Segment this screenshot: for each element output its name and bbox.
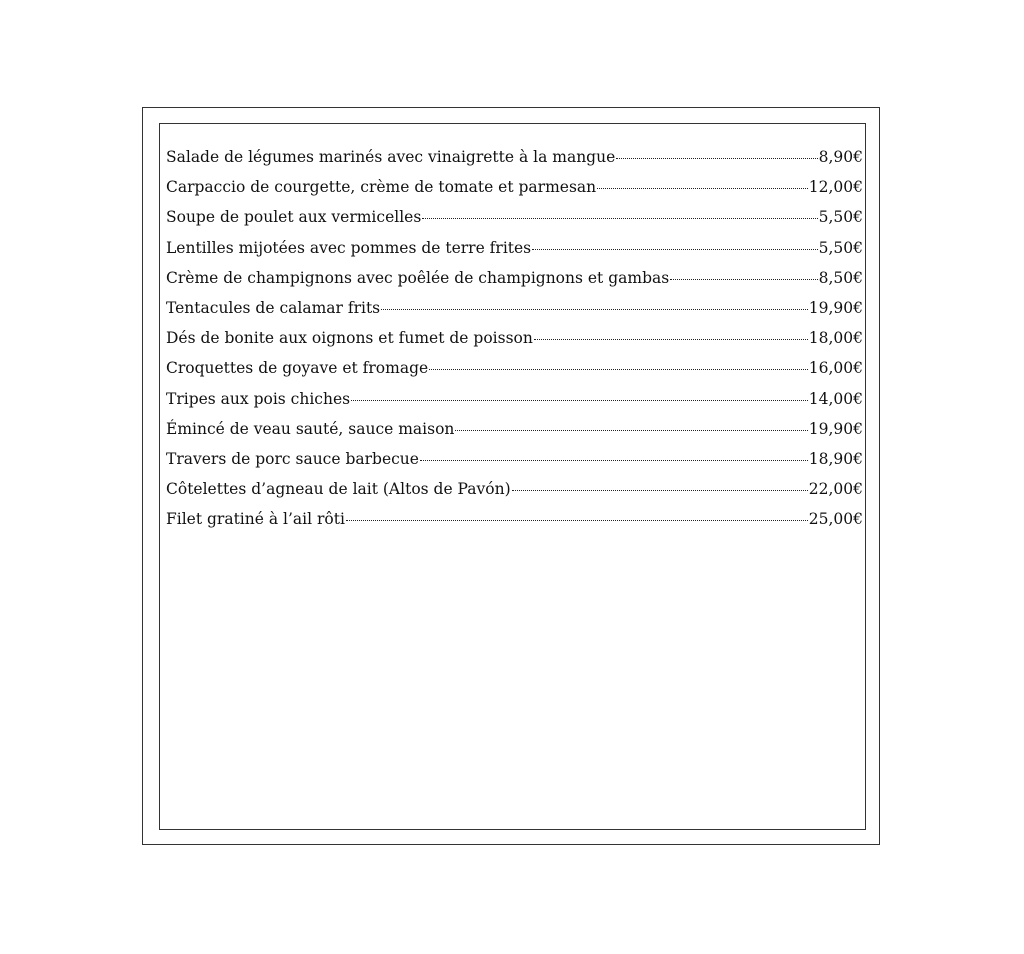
menu-item (166, 142, 863, 172)
menu-item (166, 293, 863, 323)
menu-item (166, 474, 863, 504)
dot-leader (512, 488, 808, 491)
menu-item-name: Travers de porc sauce barbecue (166, 449, 419, 468)
menu-item-name: Émincé de veau sauté, sauce maison (166, 419, 455, 438)
menu-item-price: 8,90€ (818, 148, 863, 166)
dot-leader (670, 277, 817, 280)
menu-item-name: Dés de bonite aux oignons et fumet de poisson (166, 329, 533, 348)
menu-item-price: 12,00€ (808, 178, 863, 197)
menu-item-price: 19,90€ (808, 298, 863, 317)
dot-leader (616, 156, 817, 159)
menu-item (166, 233, 863, 263)
menu-item-price: 16,00€ (808, 359, 863, 378)
menu-item-price: 18,90€ (808, 449, 863, 468)
dot-leader (532, 247, 817, 250)
dot-leader (534, 337, 808, 340)
menu-item (166, 384, 863, 414)
menu-item (166, 323, 863, 353)
menu-item-name: Carpaccio de courgette, crème de tomate et parmesan (166, 178, 597, 197)
menu-item (166, 263, 863, 293)
menu-item (166, 172, 863, 202)
dot-leader (351, 398, 808, 401)
menu-item-name: Tripes aux pois chiches (166, 389, 351, 408)
menu-item-price: 25,00€ (808, 510, 863, 529)
dot-leader (422, 216, 817, 219)
menu-item-price: 22,00€ (808, 480, 863, 499)
menu-item-name: Crème de champignons avec poêlée de champignons et gambas (166, 268, 670, 287)
menu-item-price: 5,50€ (818, 238, 863, 257)
menu-list (166, 142, 863, 534)
menu-item-name: Filet gratiné à l’ail rôti (166, 510, 345, 529)
menu-item-price: 5,50€ (818, 208, 863, 227)
menu-item (166, 414, 863, 444)
dot-leader (346, 518, 808, 521)
menu-item (166, 444, 863, 474)
menu-item-name: Soupe de poulet aux vermicelles (166, 208, 422, 227)
menu-item-price: 8,50€ (818, 268, 863, 287)
menu-item-price: 18,00€ (808, 329, 863, 348)
menu-item-name: Tentacules de calamar frits (166, 298, 381, 317)
dot-leader (455, 428, 807, 431)
menu-item-name: Salade de légumes marinés avec vinaigrette à la mangue (166, 148, 616, 166)
menu-item-name: Lentilles mijotées avec pommes de terre frites (166, 238, 532, 257)
menu-item (166, 504, 863, 534)
dot-leader (381, 307, 808, 310)
dot-leader (420, 458, 808, 461)
menu-item (166, 202, 863, 232)
menu-item-price: 14,00€ (808, 389, 863, 408)
dot-leader (429, 367, 808, 370)
menu-item-price: 19,90€ (808, 419, 863, 438)
menu-item (166, 353, 863, 383)
menu-item-name: Croquettes de goyave et fromage (166, 359, 429, 378)
menu-item-name: Côtelettes d’agneau de lait (Altos de Pavón) (166, 480, 511, 499)
dot-leader (597, 186, 808, 189)
